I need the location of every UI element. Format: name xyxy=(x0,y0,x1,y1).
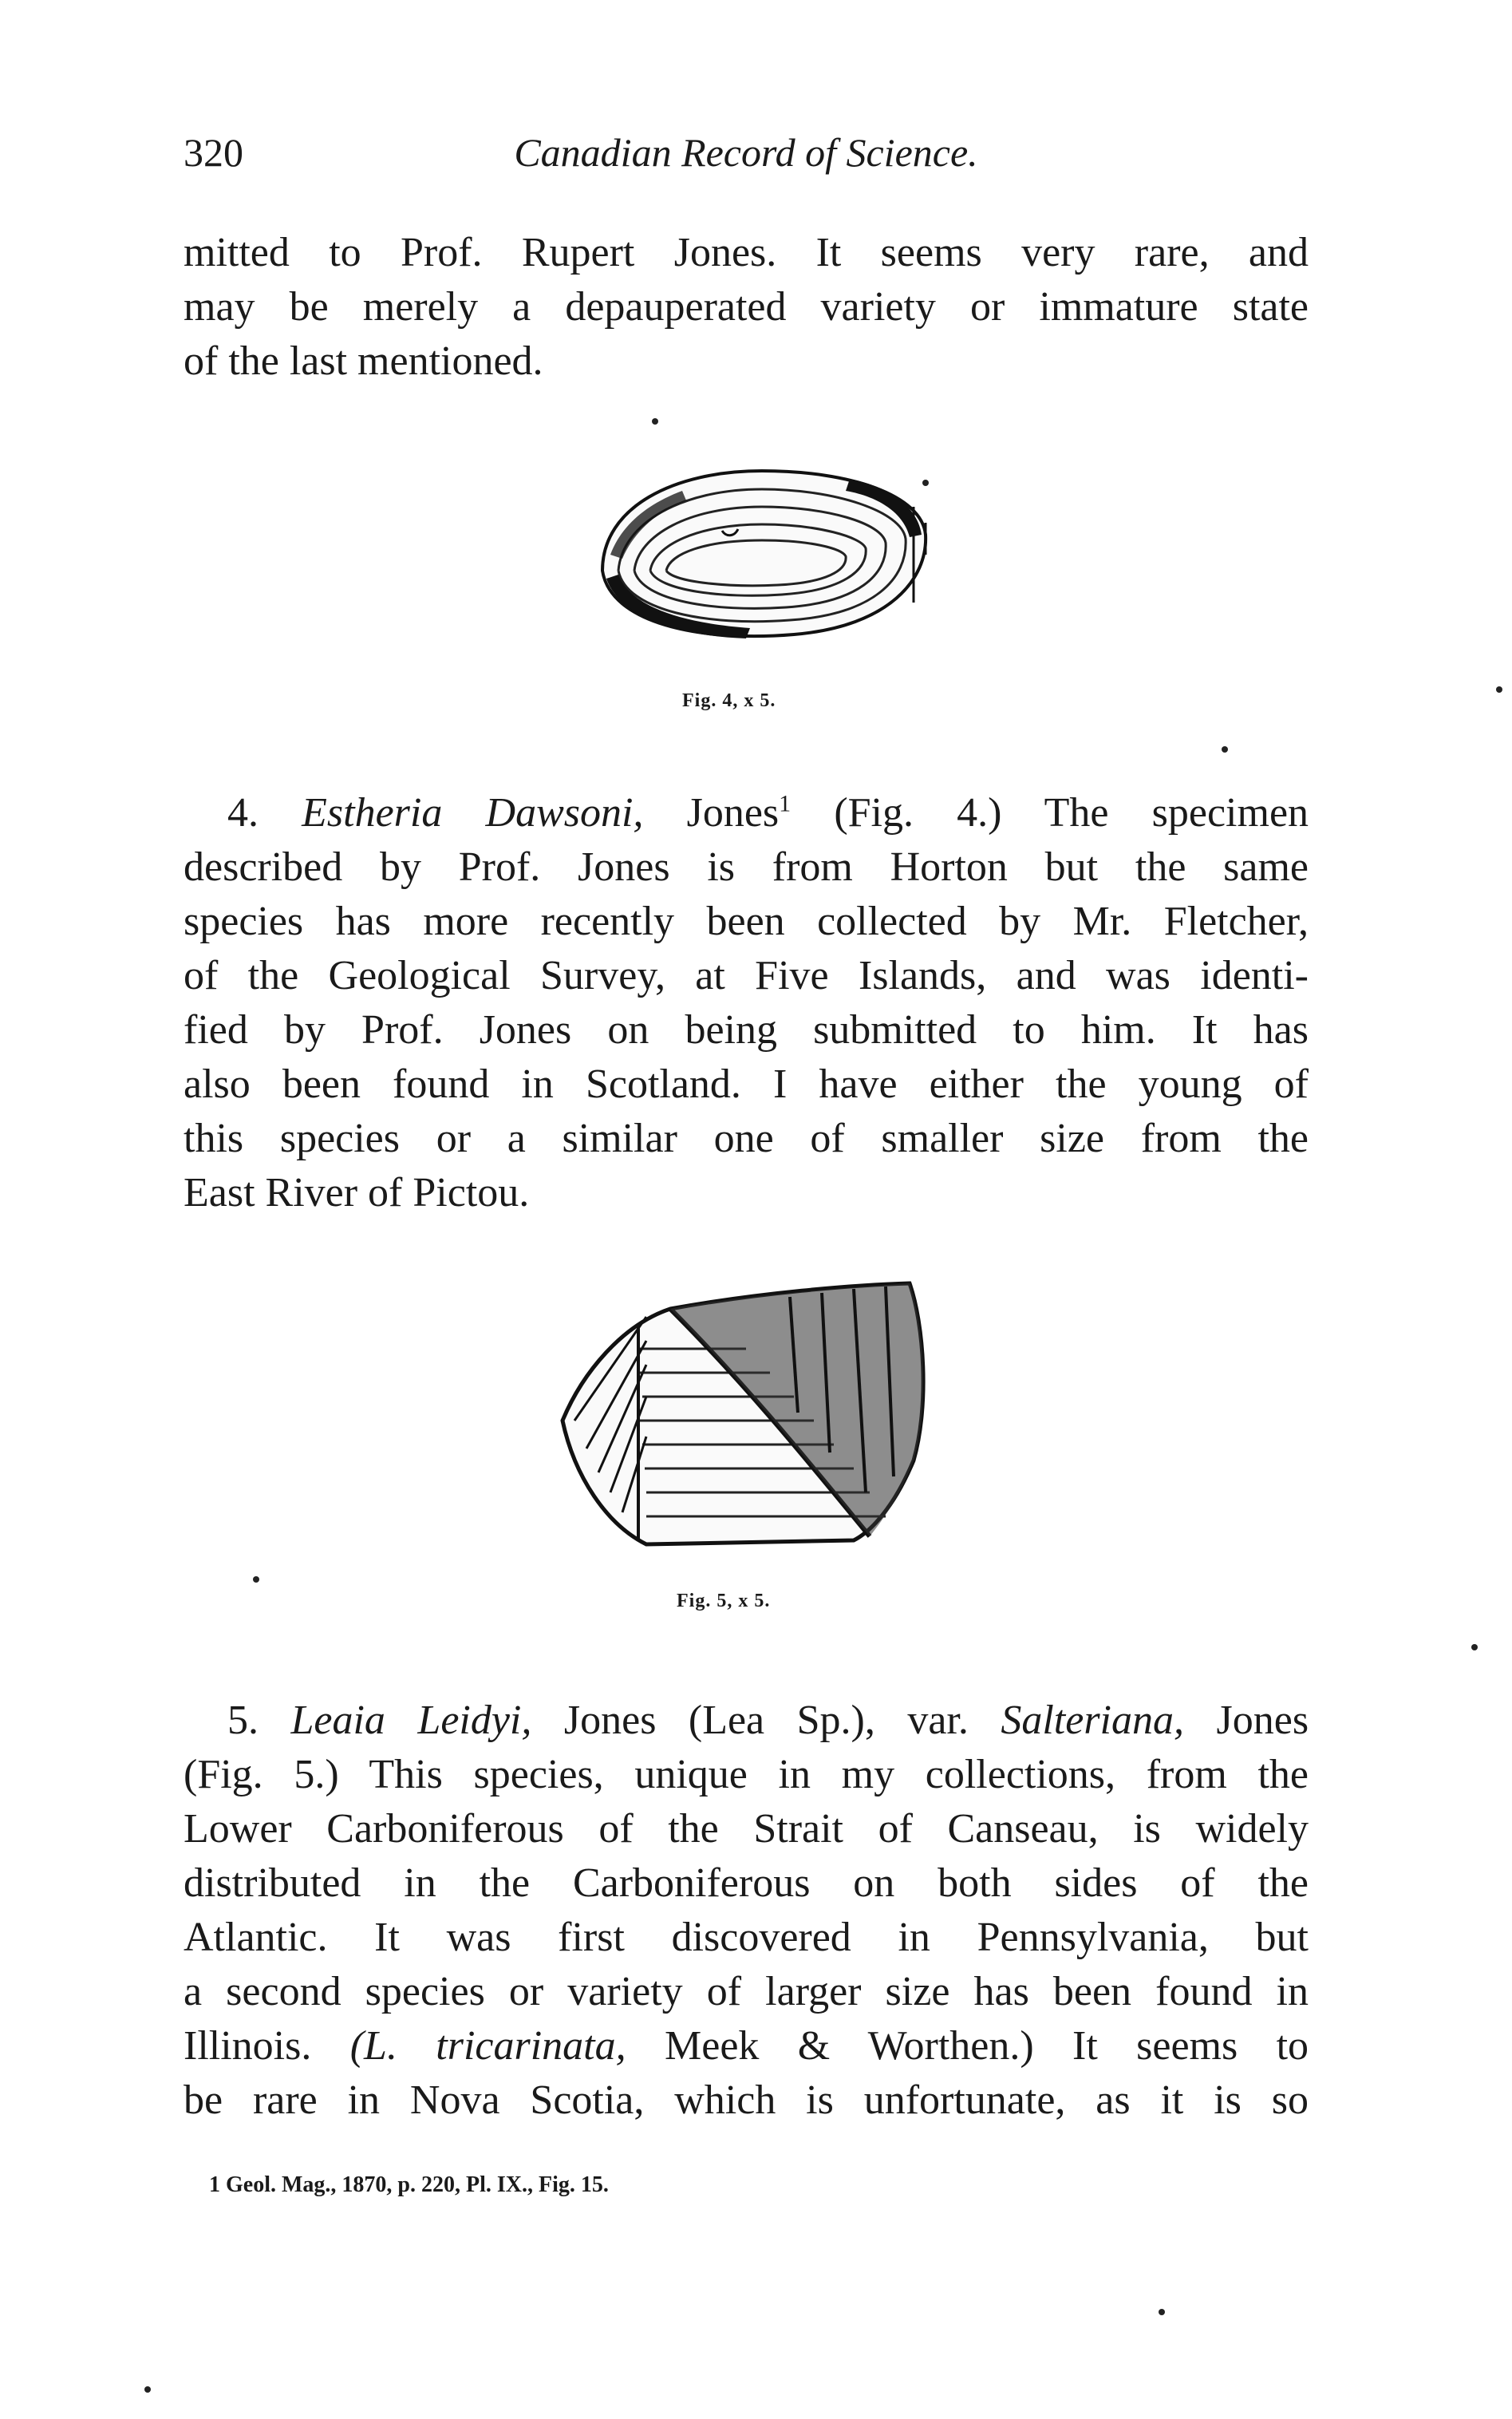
scan-speck xyxy=(253,1576,259,1583)
text-line: (Fig. 5.) This species, unique in my collections, from the xyxy=(184,1752,1309,1797)
footnote xyxy=(209,2172,609,2198)
paragraph-estheria xyxy=(184,786,1309,1220)
text-line: fied by Prof. Jones on being submitted to him. It has xyxy=(184,1007,1309,1053)
variety-name: Salteriana, xyxy=(1001,1698,1185,1743)
text-line: be rare in Nova Scotia, which is unfortunate, as it is so xyxy=(184,2077,1309,2123)
scan-speck xyxy=(144,2386,151,2393)
scan-speck xyxy=(1496,686,1502,693)
text-line: this species or a similar one of smaller size from the xyxy=(184,1116,1309,1161)
text-line: also been found in Scotland. I have either the young of xyxy=(184,1061,1309,1107)
paragraph-leaia xyxy=(184,1694,1309,2128)
item-number: 4. xyxy=(227,790,259,836)
figure-4-caption: Fig. 4, x 5. xyxy=(682,690,776,711)
text-line: East River of Pictou. xyxy=(184,1170,530,1215)
footnote-text: Geol. Mag., 1870, p. 220, Pl. IX., Fig. 15. xyxy=(226,2172,609,2197)
scan-speck xyxy=(652,418,658,425)
scan-speck xyxy=(1222,746,1228,753)
figure-5-leaia-shell xyxy=(551,1277,934,1564)
text-line xyxy=(184,2019,1309,2073)
text-line: mitted to Prof. Rupert Jones. It seems very rare, and xyxy=(184,230,1309,275)
page-number: 320 xyxy=(184,130,243,175)
text-line: of the last mentioned. xyxy=(184,338,543,384)
text-line: Atlantic. It was first discovered in Pennsylvania, but xyxy=(184,1915,1309,1960)
text-segment: Meek & Worthen.) It seems to xyxy=(665,2023,1309,2069)
text-line: a second species or variety of larger size has been found in xyxy=(184,1969,1309,2014)
text-line: Lower Carboniferous of the Strait of Canseau, is widely xyxy=(184,1806,1309,1852)
author-name: Jones (Lea Sp.), var. xyxy=(563,1698,969,1743)
footnote-mark: 1 xyxy=(209,2172,220,2197)
figure-4-estheria-shell xyxy=(586,459,938,650)
author-name: Jones xyxy=(686,790,780,836)
text-line: distributed in the Carboniferous on both sides of the xyxy=(184,1860,1309,1906)
page-header xyxy=(184,129,1309,193)
text-line: of the Geological Survey, at Five Islands, and was identi- xyxy=(184,953,1309,998)
scan-speck xyxy=(1159,2309,1165,2315)
species-name: (L. tricarinata, xyxy=(349,2023,626,2069)
item-number: 5. xyxy=(227,1698,259,1743)
paragraph-continuation xyxy=(184,226,1309,389)
figure-5-caption: Fig. 5, x 5. xyxy=(677,1591,771,1611)
species-name: Estheria Dawsoni, xyxy=(302,790,644,836)
running-title: Canadian Record of Science. xyxy=(514,130,978,175)
text-segment: Illinois. xyxy=(184,2023,312,2069)
text-line xyxy=(184,786,1309,840)
species-name: Leaia Leidyi, xyxy=(290,1698,532,1743)
text-line: described by Prof. Jones is from Horton but the same xyxy=(184,844,1309,890)
scan-speck xyxy=(1471,1644,1478,1650)
text-line: species has more recently been collected by Mr. Fletcher, xyxy=(184,899,1309,944)
text-line: may be merely a depauperated variety or immature state xyxy=(184,284,1309,330)
footnote-mark: 1 xyxy=(779,790,792,817)
author-name: Jones xyxy=(1216,1698,1309,1743)
text-segment: (Fig. 4.) The specimen xyxy=(834,790,1309,836)
text-line xyxy=(184,1694,1309,1748)
scan-speck xyxy=(922,480,929,486)
